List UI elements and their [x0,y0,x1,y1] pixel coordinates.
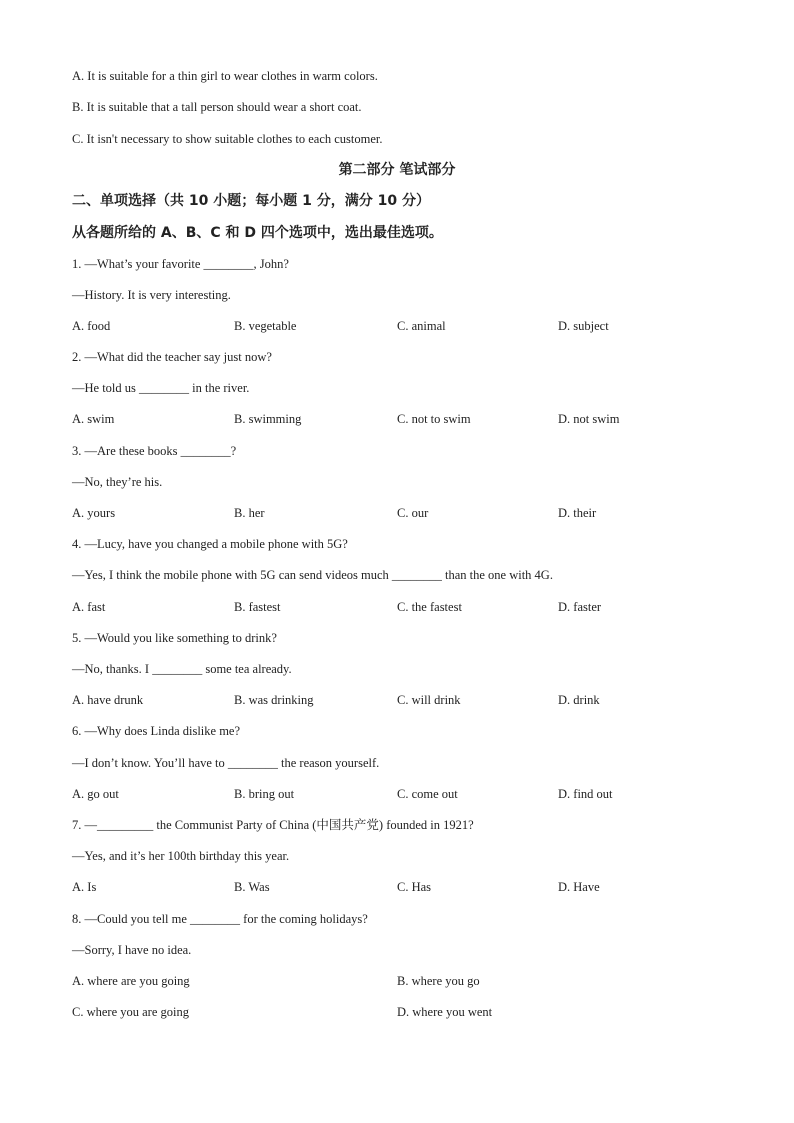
option-a[interactable]: A. swim [72,412,115,426]
option-b[interactable]: B. her [234,506,265,520]
option-d[interactable]: D. faster [558,600,602,614]
question-5: 5. —Would you like something to drink? [72,631,277,645]
option-c[interactable]: C. animal [397,319,446,333]
question-8: 8. —Could you tell me ________ for the coming holidays? [72,912,368,926]
option-c[interactable]: C. the fastest [397,600,462,614]
option-d[interactable]: D. where you went [397,1005,493,1019]
option-b[interactable]: B. bring out [234,787,295,801]
option-b[interactable]: B. where you go [397,974,480,988]
intro-option-b: B. It is suitable that a tall person should wear a short coat. [72,100,362,114]
option-a[interactable]: A. food [72,319,111,333]
option-c[interactable]: C. where you are going [72,1005,189,1019]
option-c[interactable]: C. Has [397,880,432,894]
intro-option-c: C. It isn't necessary to show suitable clothes to each customer. [72,132,383,146]
option-c[interactable]: C. our [397,506,429,520]
option-d[interactable]: D. their [558,506,597,520]
option-c[interactable]: C. will drink [397,693,461,707]
answer-line-4: —Yes, I think the mobile phone with 5G can send videos much ________ than the one with 4G. [72,568,553,582]
option-a[interactable]: A. where are you going [72,974,190,988]
question-2: 2. —What did the teacher say just now? [72,350,272,364]
question-3: 3. —Are these books ________? [72,444,237,458]
option-d[interactable]: D. find out [558,787,613,801]
option-a[interactable]: A. yours [72,506,116,520]
intro-option-a: A. It is suitable for a thin girl to wear clothes in warm colors. [72,69,378,83]
answer-line-6: —I don’t know. You’ll have to ________ the reason yourself. [72,756,380,770]
option-a[interactable]: A. fast [72,600,106,614]
option-b[interactable]: B. vegetable [234,319,297,333]
section-instruction: 从各题所给的 A、B、C 和 D 四个选项中，选出最佳选项。 [72,225,443,241]
answer-line-2: —He told us ________ in the river. [72,381,250,395]
option-b[interactable]: B. was drinking [234,693,314,707]
part-title: 第二部分 笔试部分 [338,162,456,178]
option-b[interactable]: B. Was [234,880,270,894]
option-a[interactable]: A. go out [72,787,119,801]
option-d[interactable]: D. Have [558,880,600,894]
answer-line-3: —No, they’re his. [72,475,163,489]
question-4: 4. —Lucy, have you changed a mobile phone with 5G? [72,537,348,551]
question-6: 6. —Why does Linda dislike me? [72,724,241,738]
answer-line-7: —Yes, and it’s her 100th birthday this year. [72,849,290,863]
answer-line-1: —History. It is very interesting. [72,288,231,302]
section-heading: 二、单项选择（共 10 小题；每小题 1 分，满分 10 分） [72,193,430,209]
option-b[interactable]: B. fastest [234,600,281,614]
question-1: 1. —What’s your favorite ________, John? [72,257,289,271]
option-c[interactable]: C. not to swim [397,412,471,426]
option-d[interactable]: D. not swim [558,412,620,426]
answer-line-8: —Sorry, I have no idea. [72,943,192,957]
option-a[interactable]: A. have drunk [72,693,144,707]
question-7: 7. —_________ the Communist Party of China (中国共产党) founded in 1921? [72,818,474,832]
option-b[interactable]: B. swimming [234,412,302,426]
answer-line-5: —No, thanks. I ________ some tea already. [72,662,292,676]
option-d[interactable]: D. drink [558,693,600,707]
option-a[interactable]: A. Is [72,880,97,894]
option-d[interactable]: D. subject [558,319,609,333]
option-c[interactable]: C. come out [397,787,458,801]
